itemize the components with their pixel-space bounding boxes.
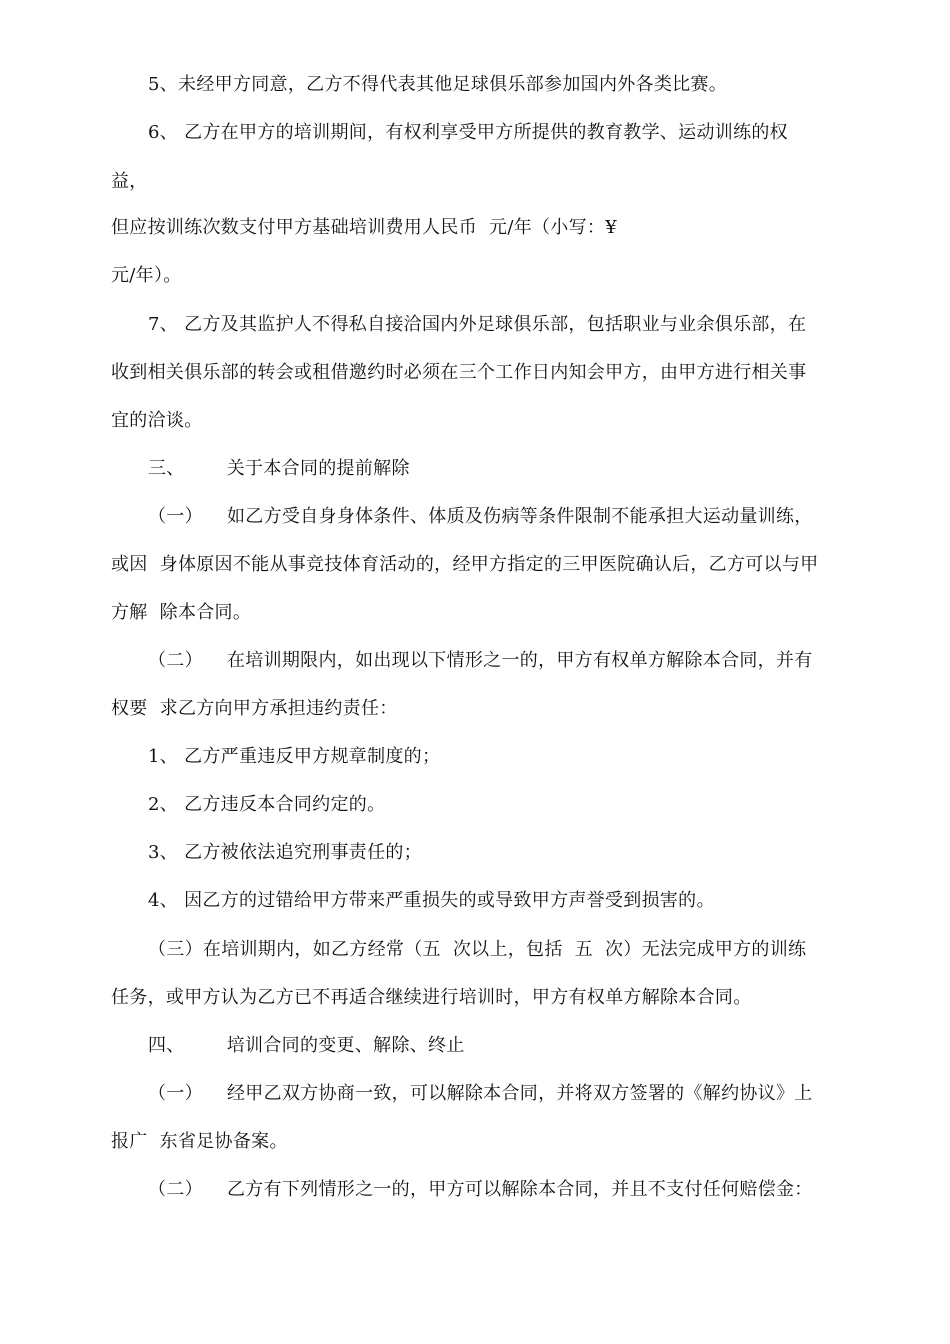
section-3-item-1-line-2: 或因 身体原因不能从事竞技体育活动的，经甲方指定的三甲医院确认后，乙方可以与甲	[111, 554, 819, 575]
section-3-item-3-line-2: 任务，或甲方认为乙方已不再适合继续进行培训时，甲方有权单方解除本合同。	[111, 987, 752, 1008]
section-3-item-1-line-3: 方解 除本合同。	[111, 602, 252, 623]
list-item-3: 3、 乙方被依法追究刑事责任的；	[148, 842, 422, 863]
clause-6-line-2: 益，	[111, 171, 148, 192]
clause-6-fee-line: 但应按训练次数支付甲方基础培训费用人民币 元/年（小写：¥	[111, 217, 617, 238]
list-item-2: 2、 乙方违反本合同约定的。	[148, 794, 386, 815]
section-3-item-3-line-1: （三）在培训期内，如乙方经常（五 次以上，包括 五 次）无法完成甲方的训练	[148, 939, 807, 960]
clause-7-line-1: 7、 乙方及其监护人不得私自接洽国内外足球俱乐部，包括职业与业余俱乐部，在	[148, 314, 807, 335]
list-item-4: 4、 因乙方的过错给甲方带来严重损失的或导致甲方声誉受到损害的。	[148, 890, 715, 911]
clause-6-fee-line-2: 元/年）。	[111, 265, 182, 286]
section-3-item-1-line-1: （一） 如乙方受自身身体条件、体质及伤病等条件限制不能承担大运动量训练，	[148, 506, 813, 527]
section-4-item-1-line-2: 报广 东省足协备案。	[111, 1131, 288, 1152]
section-4-item-2-line-1: （二） 乙方有下列情形之一的，甲方可以解除本合同，并且不支付任何赔偿金：	[148, 1179, 813, 1200]
section-3-heading: 三、 关于本合同的提前解除	[148, 458, 410, 479]
clause-7-line-2: 收到相关俱乐部的转会或租借邀约时必须在三个工作日内知会甲方，由甲方进行相关事	[111, 362, 807, 383]
section-3-item-2-line-2: 权要 求乙方向甲方承担违约责任：	[111, 698, 398, 719]
list-item-1: 1、 乙方严重违反甲方规章制度的；	[148, 746, 441, 767]
section-4-item-1-line-1: （一） 经甲乙双方协商一致，可以解除本合同，并将双方签署的《解约协议》上	[148, 1083, 813, 1104]
clause-5-line: 5、未经甲方同意，乙方不得代表其他足球俱乐部参加国内外各类比赛。	[148, 74, 728, 95]
section-3-item-2-line-1: （二） 在培训期限内，如出现以下情形之一的，甲方有权单方解除本合同，并有	[148, 650, 813, 671]
clause-7-line-3: 宜的洽谈。	[111, 410, 203, 431]
clause-6-line-1: 6、 乙方在甲方的培训期间，有权利享受甲方所提供的教育教学、运动训练的权	[148, 122, 788, 143]
section-4-heading: 四、 培训合同的变更、解除、终止	[148, 1035, 465, 1056]
